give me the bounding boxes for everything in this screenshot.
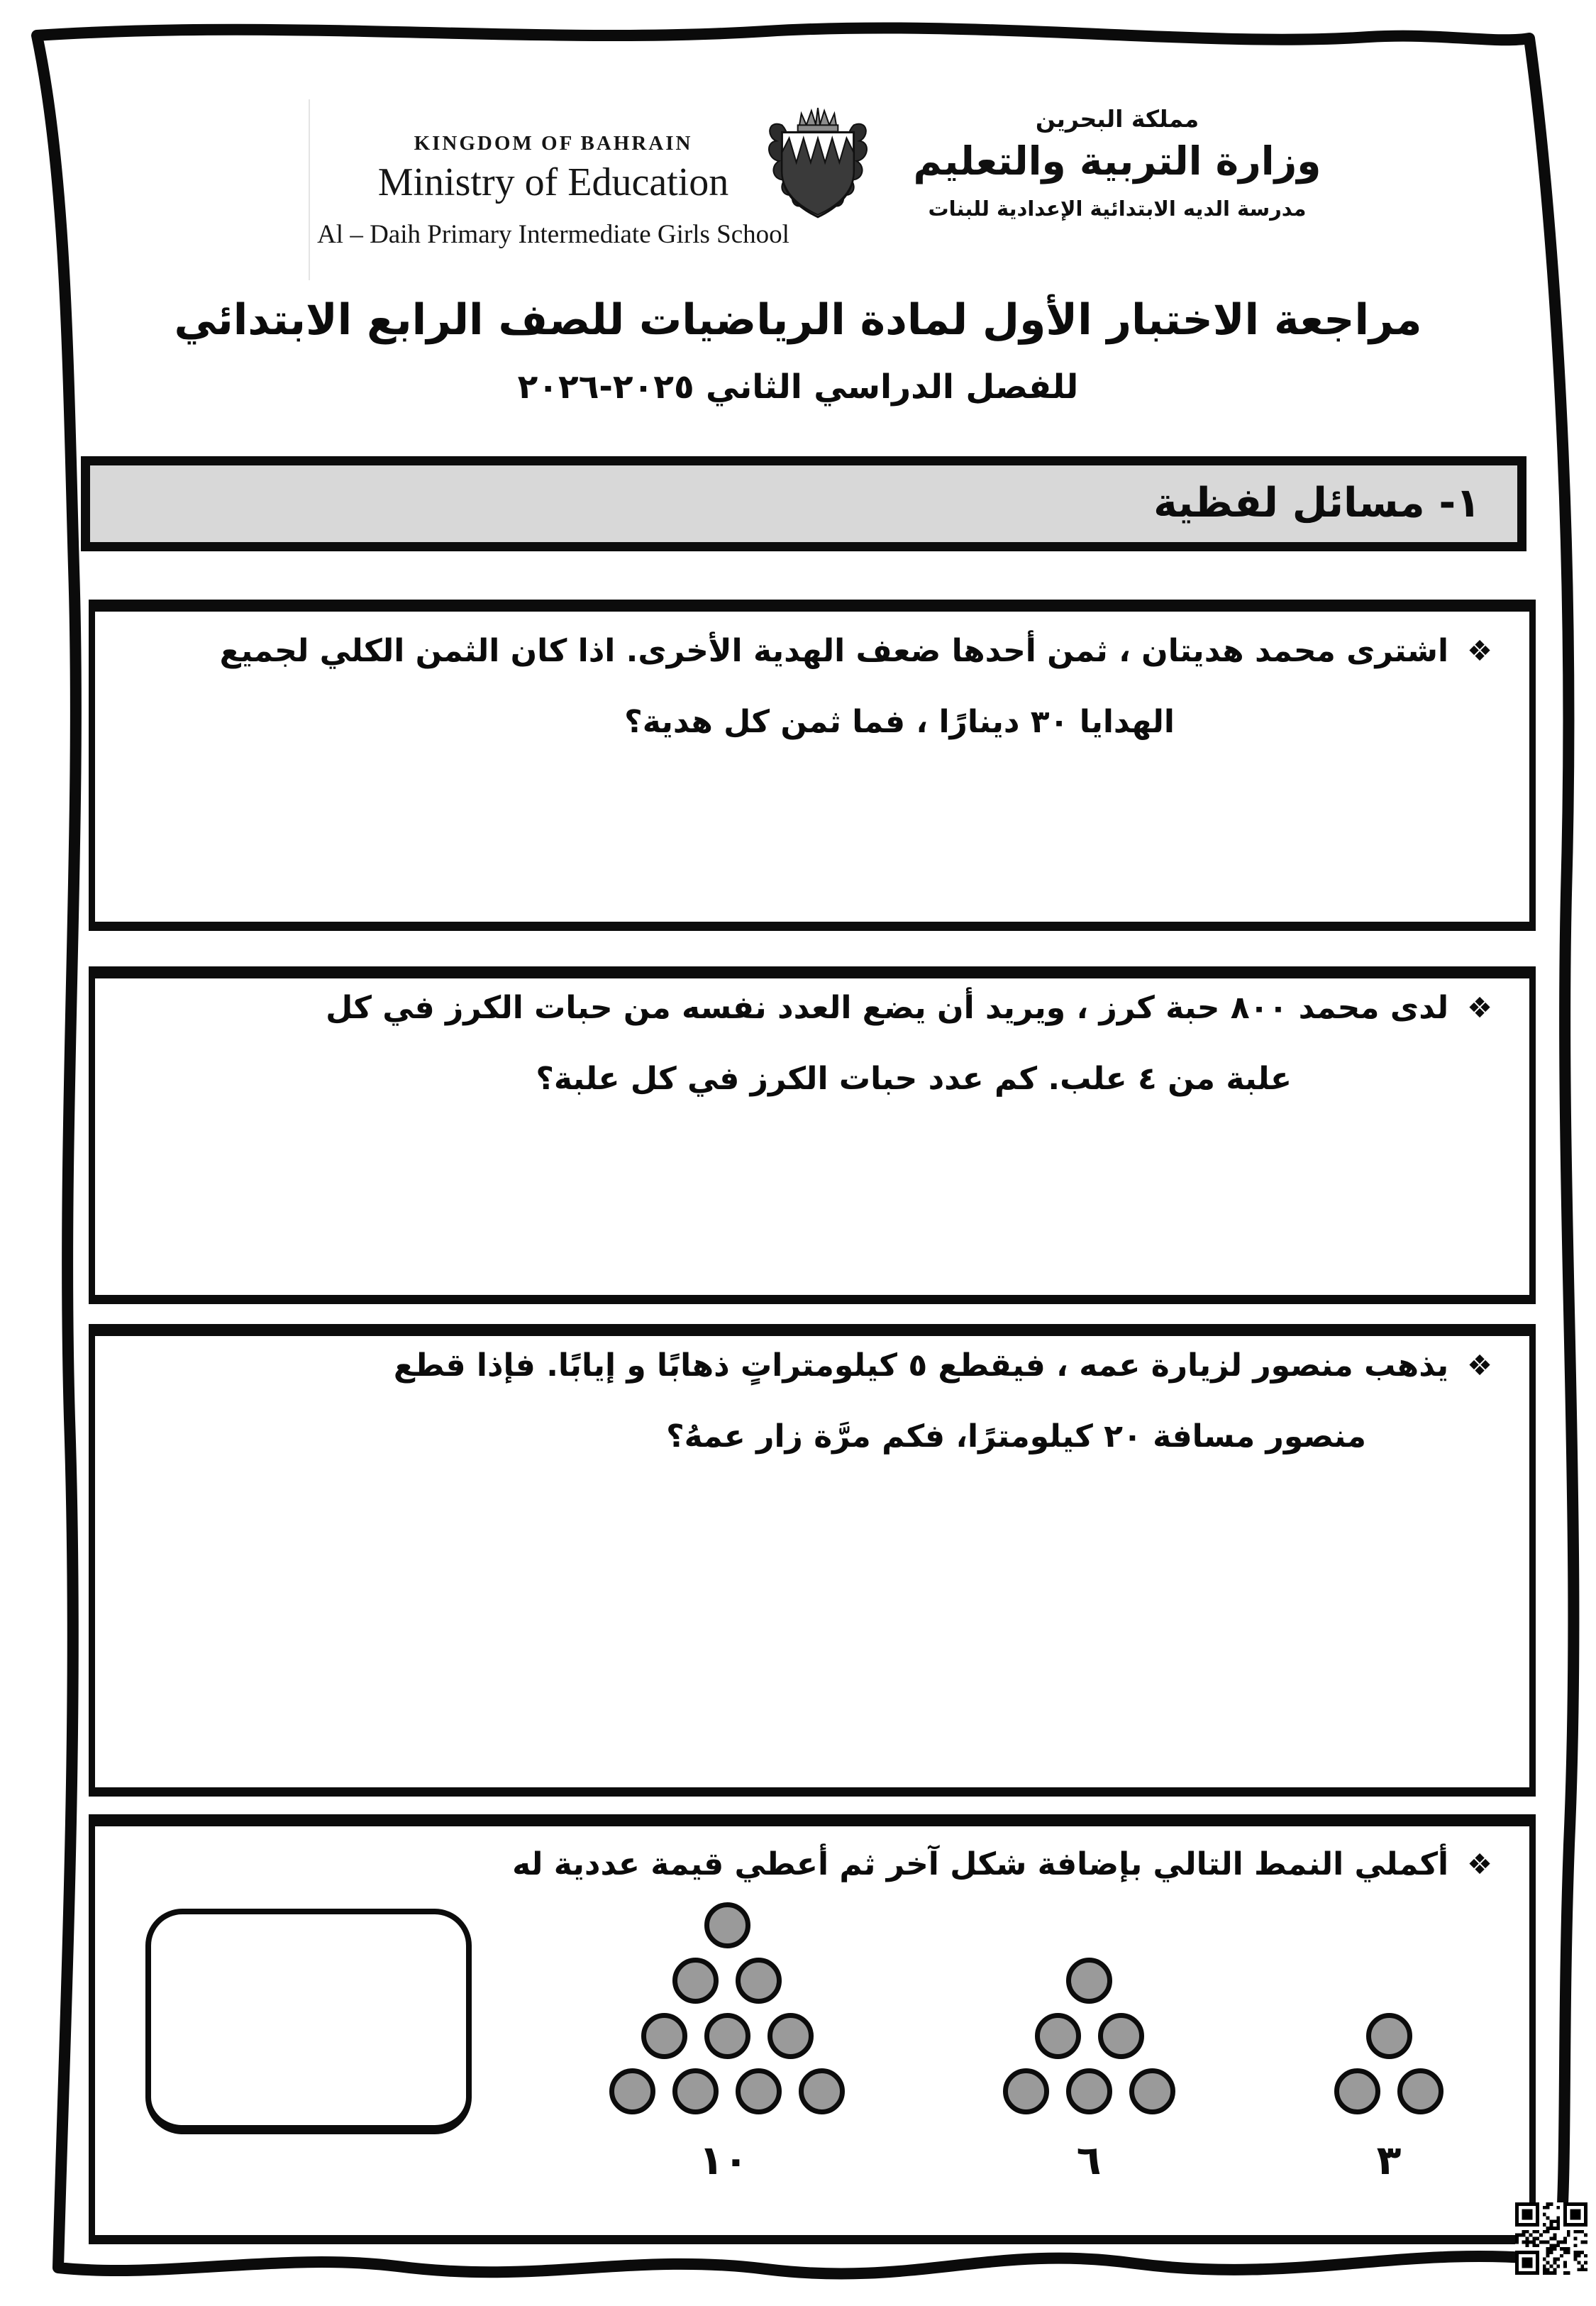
problem-1-line2: الهدايا ٣٠ دينارًا ، فما ثمن كل هدية؟ bbox=[624, 704, 1175, 740]
diamond-bullet-icon: ❖ bbox=[1467, 1350, 1492, 1382]
english-header bbox=[277, 132, 830, 250]
pattern-row bbox=[1334, 2068, 1443, 2114]
pattern-row bbox=[641, 2013, 814, 2059]
pattern-circle bbox=[641, 2013, 687, 2059]
section-header bbox=[81, 456, 1526, 551]
bahrain-emblem-icon bbox=[760, 105, 875, 230]
qr-code bbox=[1515, 2202, 1587, 2275]
pattern-row bbox=[672, 1958, 782, 2004]
pattern-circle bbox=[1066, 2068, 1112, 2114]
pattern-circle bbox=[1397, 2068, 1443, 2114]
pattern-row bbox=[609, 2068, 845, 2114]
pattern-circle bbox=[1066, 1958, 1112, 2004]
pattern-value-label-3: ٣ bbox=[1376, 2137, 1402, 2184]
pattern-value-label-10: ١٠ bbox=[699, 2137, 748, 2184]
pattern-row bbox=[1066, 1958, 1112, 2004]
pattern-circle bbox=[1129, 2068, 1175, 2114]
problem-2-text: لدى محمد ٨٠٠ حبة كرز ، ويريد أن يضع العدد نفسه من حبات الكرز في كل bbox=[326, 990, 1449, 1026]
pattern-circle bbox=[736, 2068, 782, 2114]
exam-title: مراجعة الاختبار الأول لمادة الرياضيات للصف الرابع الابتدائي bbox=[174, 295, 1422, 345]
pattern-circle bbox=[704, 1902, 750, 1948]
pattern-circle bbox=[1098, 2013, 1144, 2059]
problem-1-text: اشترى محمد هديتان ، ثمن أحدها ضعف الهدية الأخرى. اذا كان الثمن الكلي لجميع bbox=[219, 633, 1449, 669]
problem-3-line1 bbox=[95, 1336, 1529, 1389]
diamond-bullet-icon: ❖ bbox=[1467, 992, 1492, 1025]
pattern-circle bbox=[736, 1958, 782, 2004]
pattern-circle bbox=[672, 2068, 719, 2114]
kingdom-of-bahrain-arabic: مملكة البحرين bbox=[1035, 105, 1199, 133]
ministry-of-education-label: Ministry of Education bbox=[377, 160, 729, 204]
problem-2-line2: علبة من ٤ علب. كم عدد حبات الكرز في كل علبة؟ bbox=[536, 1061, 1292, 1097]
school-name-arabic: مدرسة الديه الابتدائية الإعدادية للبنات bbox=[928, 197, 1307, 221]
pattern-circle bbox=[1334, 2068, 1380, 2114]
problem-box-1 bbox=[89, 600, 1536, 931]
pattern-row bbox=[1003, 2068, 1175, 2114]
pattern-row bbox=[1035, 2013, 1144, 2059]
pattern-figure-10 bbox=[609, 1902, 845, 2114]
pattern-figure-6 bbox=[1003, 1958, 1175, 2114]
pattern-circle bbox=[767, 2013, 814, 2059]
problem-box-2 bbox=[89, 966, 1536, 1304]
exam-subtitle: للفصل الدراسي الثاني ٢٠٢٥-٢٠٢٦ bbox=[517, 368, 1079, 407]
pattern-row bbox=[1366, 2013, 1412, 2059]
pattern-circle bbox=[672, 1958, 719, 2004]
pattern-circle bbox=[704, 2013, 750, 2059]
kingdom-of-bahrain-label: KINGDOM OF BAHRAIN bbox=[414, 132, 693, 155]
diamond-bullet-icon: ❖ bbox=[1467, 635, 1492, 668]
section-label: ١- مسائل لفظية bbox=[1153, 480, 1480, 526]
pattern-figure-3 bbox=[1334, 2013, 1443, 2114]
pattern-value-label-6: ٦ bbox=[1076, 2137, 1102, 2184]
pattern-circle bbox=[1003, 2068, 1049, 2114]
problem-2-line1 bbox=[95, 978, 1529, 1031]
pattern-answer-box bbox=[145, 1909, 472, 2134]
problem-3-line2: منصور مسافة ٢٠ كيلومترًا، فكم مرَّة زار عمهُ؟ bbox=[666, 1418, 1366, 1455]
problem-4-text: أكملي النمط التالي بإضافة شكل آخر ثم أعطي قيمة عددية له bbox=[512, 1846, 1449, 1882]
ministry-of-education-arabic: وزارة التربية والتعليم bbox=[913, 138, 1321, 184]
problem-box-3 bbox=[89, 1324, 1536, 1797]
school-name-english: Al – Daih Primary Intermediate Girls School bbox=[317, 220, 789, 249]
pattern-row bbox=[704, 1902, 750, 1948]
problem-4-line1 bbox=[95, 1826, 1529, 1887]
diamond-bullet-icon: ❖ bbox=[1467, 1848, 1492, 1881]
problem-3-text: يذهب منصور لزيارة عمه ، فيقطع ٥ كيلومتراتٍ ذهابًا و إيابًا. فإذا قطع bbox=[393, 1347, 1449, 1384]
pattern-circle bbox=[1035, 2013, 1081, 2059]
arabic-header bbox=[890, 105, 1344, 221]
problem-1-line1 bbox=[95, 612, 1529, 674]
pattern-circle bbox=[799, 2068, 845, 2114]
pattern-circle bbox=[1366, 2013, 1412, 2059]
pattern-circle bbox=[609, 2068, 655, 2114]
